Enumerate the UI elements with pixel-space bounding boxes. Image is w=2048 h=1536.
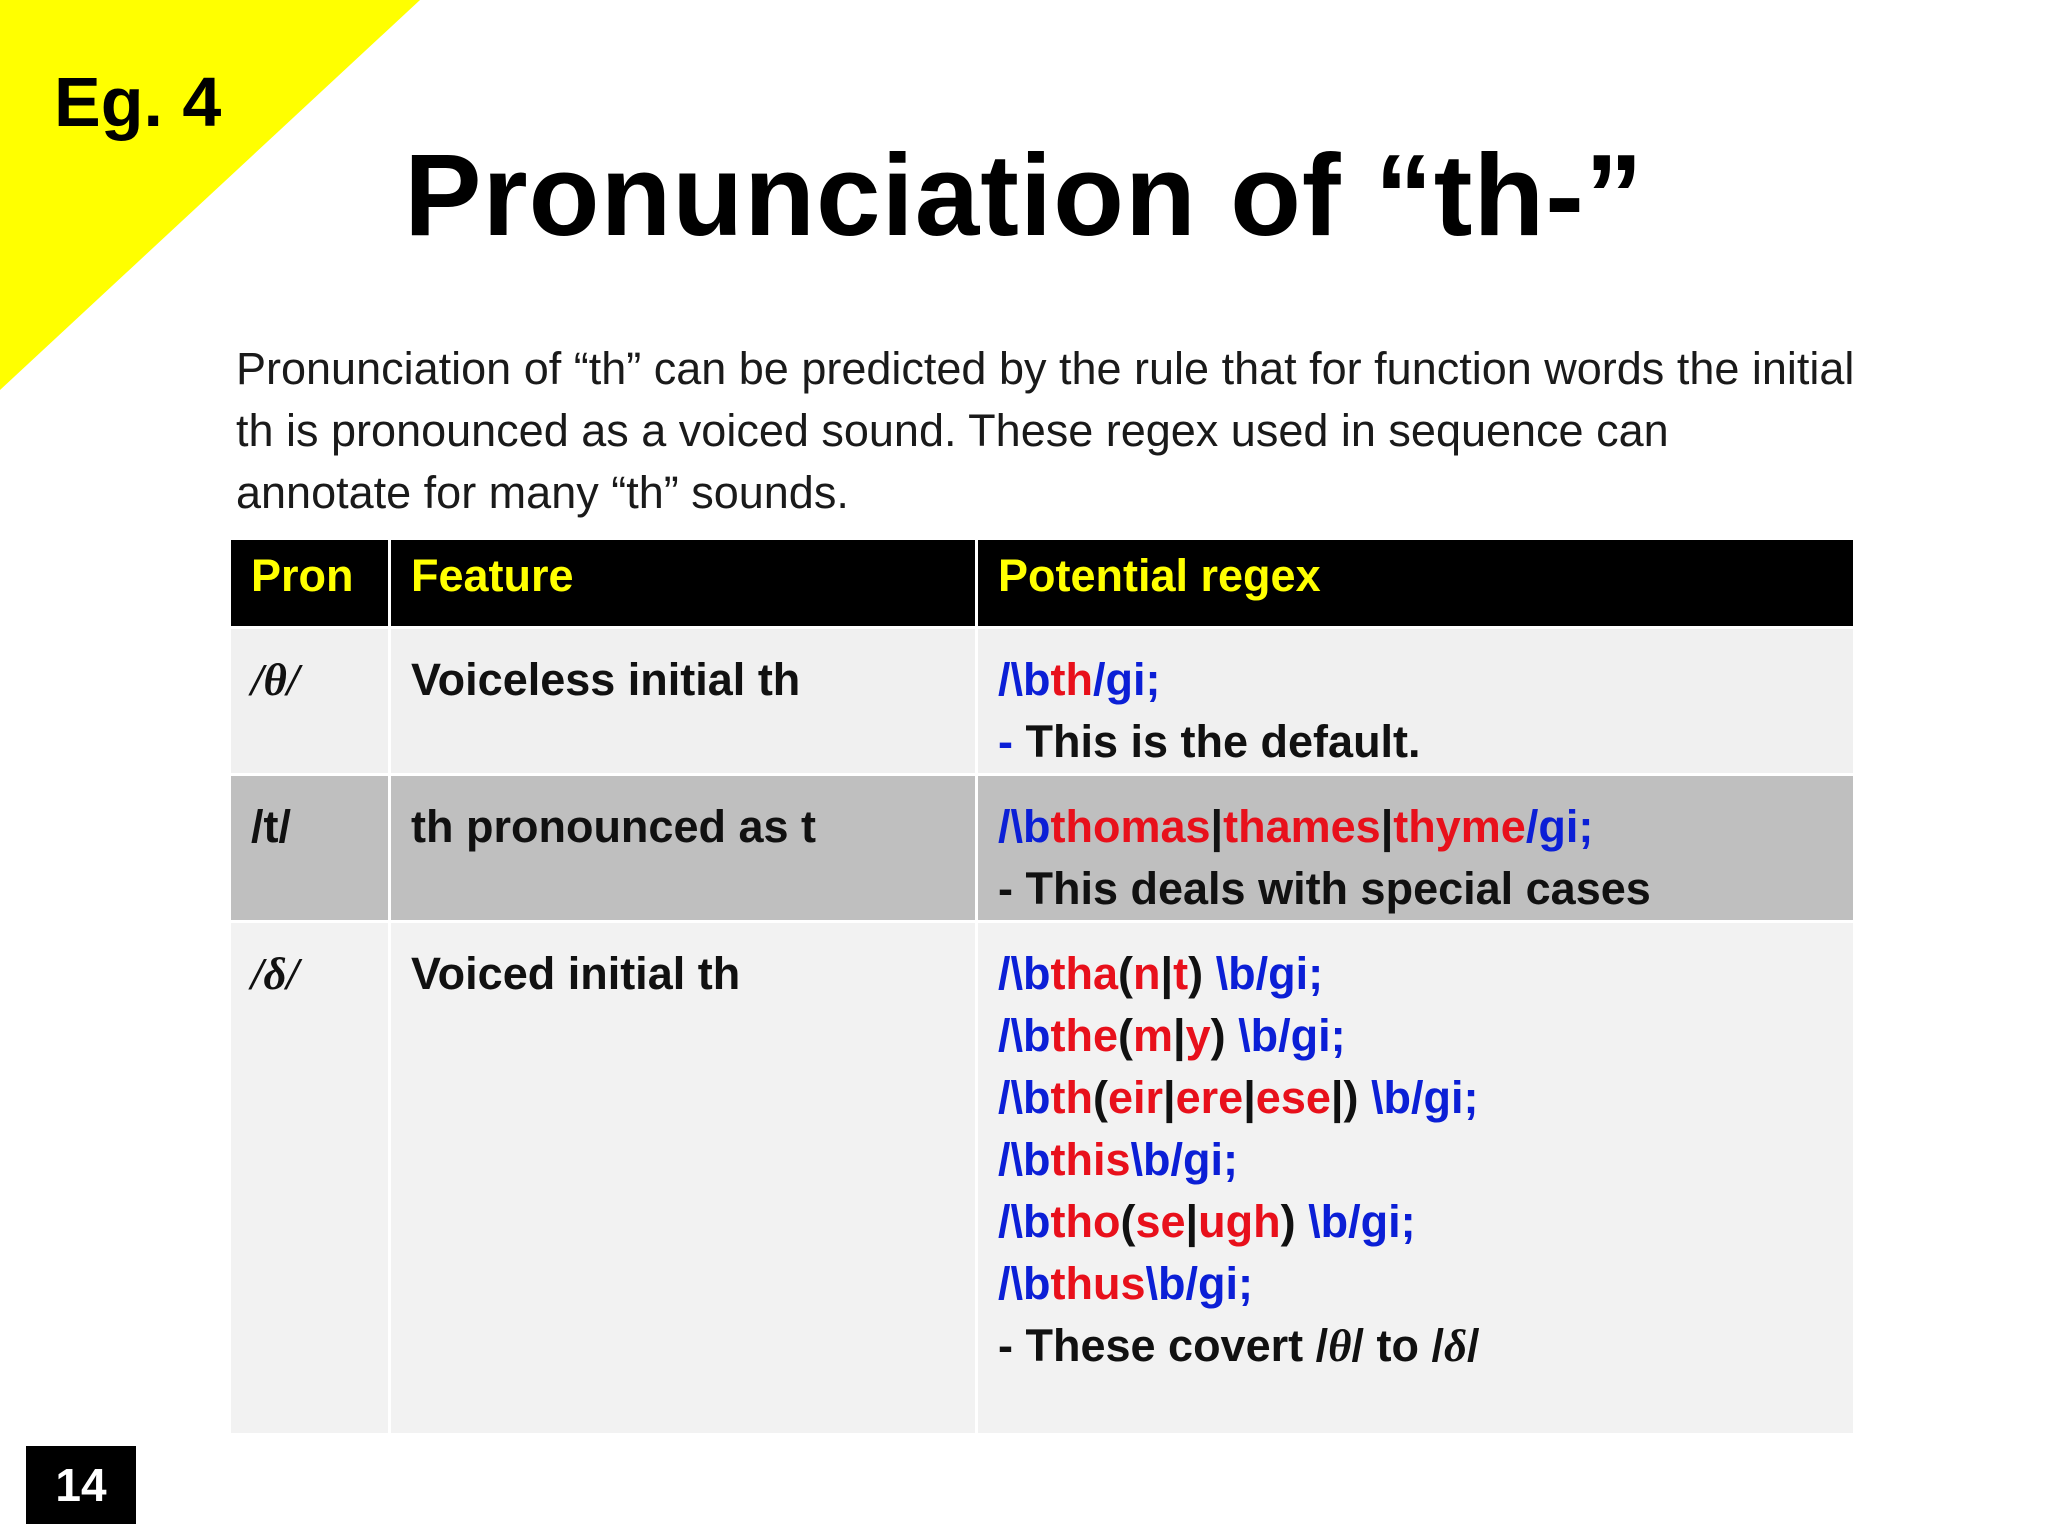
regex-segment: thyme	[1393, 801, 1526, 852]
regex-segment: |	[1243, 1072, 1256, 1123]
table-row	[230, 775, 1855, 922]
regex-segment: -	[998, 716, 1026, 767]
regex-segment: /gi;	[1525, 801, 1594, 852]
regex-segment: - These covert /	[998, 1320, 1329, 1371]
regex-segment: )	[1280, 1196, 1309, 1247]
regex-segment: thomas	[1050, 801, 1211, 852]
regex-segment: |	[1160, 948, 1174, 999]
regex-segment: δ	[1443, 1321, 1468, 1371]
regex-line	[998, 1315, 1833, 1377]
regex-table	[228, 537, 1856, 1436]
page-number: 14	[26, 1446, 136, 1524]
regex-segment: )	[1188, 948, 1216, 999]
regex-segment: |	[1163, 1072, 1176, 1123]
regex-line	[998, 649, 1833, 711]
header-regex: Potential regex	[977, 539, 1855, 628]
regex-segment: / to /	[1351, 1320, 1444, 1371]
regex-segment: (	[1092, 1072, 1108, 1123]
regex-segment: thames	[1223, 801, 1381, 852]
regex-segment: /\b	[998, 1010, 1051, 1061]
regex-cell	[977, 775, 1855, 922]
regex-segment: ese	[1255, 1072, 1331, 1123]
regex-segment: |)	[1330, 1072, 1371, 1123]
regex-segment: thus	[1050, 1258, 1146, 1309]
regex-segment: θ	[1328, 1321, 1352, 1371]
pron-cell: /δ/	[230, 922, 390, 1435]
slide-title: Pronunciation of “th-”	[404, 130, 1644, 260]
regex-segment: /\b	[998, 801, 1051, 852]
regex-segment: th	[1050, 1072, 1093, 1123]
pron-cell: /t/	[230, 775, 390, 922]
regex-segment: \b/gi;	[1308, 1196, 1416, 1247]
regex-line	[998, 943, 1833, 1005]
table-header-row	[230, 539, 1855, 628]
feature-cell: th pronounced as t	[390, 775, 977, 922]
regex-line	[998, 796, 1833, 858]
regex-segment: eir	[1107, 1072, 1164, 1123]
regex-segment: tho	[1050, 1196, 1121, 1247]
regex-segment: se	[1135, 1196, 1186, 1247]
regex-segment: |	[1185, 1196, 1199, 1247]
intro-paragraph: Pronunciation of “th” can be predicted by the rule that for function words the initial th is pronounced as a voiced sound. These regex used in sequence can annotate for many “th” sounds.	[236, 343, 1855, 518]
regex-segment: ere	[1175, 1072, 1244, 1123]
regex-segment: /\b	[998, 654, 1051, 705]
regex-segment: \b/gi;	[1145, 1258, 1253, 1309]
example-label: Eg. 4	[54, 63, 222, 141]
regex-segment: - This deals with special cases	[998, 863, 1651, 914]
regex-cell	[977, 922, 1855, 1435]
regex-segment: )	[1210, 1010, 1239, 1061]
regex-segment: This is the default.	[1025, 716, 1421, 767]
regex-segment: |	[1173, 1010, 1186, 1061]
regex-segment: (	[1118, 948, 1133, 999]
regex-segment: /\b	[998, 1134, 1051, 1185]
regex-cell	[977, 628, 1855, 775]
header-pron: Pron	[230, 539, 390, 628]
regex-segment: /\b	[998, 1072, 1051, 1123]
regex-segment: ugh	[1198, 1196, 1281, 1247]
regex-segment: \b/gi;	[1238, 1010, 1346, 1061]
regex-segment: (	[1120, 1196, 1136, 1247]
regex-line	[998, 1191, 1833, 1253]
regex-segment: the	[1050, 1010, 1118, 1061]
regex-segment: n	[1133, 948, 1161, 999]
regex-line	[998, 711, 1833, 773]
regex-segment: (	[1118, 1010, 1133, 1061]
regex-segment: th	[1050, 654, 1093, 705]
regex-line	[998, 858, 1833, 920]
regex-segment: \b/gi;	[1370, 1072, 1479, 1123]
regex-segment: this	[1050, 1134, 1131, 1185]
regex-segment: m	[1133, 1010, 1174, 1061]
pron-cell: /θ/	[230, 628, 390, 775]
table-row	[230, 922, 1855, 1435]
regex-segment: /gi;	[1092, 654, 1161, 705]
table-row	[230, 628, 1855, 775]
feature-cell: Voiceless initial th	[390, 628, 977, 775]
regex-segment: /\b	[998, 1258, 1051, 1309]
regex-segment: \b/gi;	[1130, 1134, 1238, 1185]
regex-segment: tha	[1050, 948, 1118, 999]
regex-segment: |	[1210, 801, 1224, 852]
regex-segment: /\b	[998, 948, 1051, 999]
header-feature: Feature	[390, 539, 977, 628]
regex-line	[998, 1129, 1833, 1191]
regex-segment: y	[1185, 1010, 1211, 1061]
feature-cell: Voiced initial th	[390, 922, 977, 1435]
regex-segment: /	[1467, 1320, 1480, 1371]
regex-segment: /\b	[998, 1196, 1051, 1247]
regex-segment: \b/gi;	[1215, 948, 1324, 999]
regex-line	[998, 1067, 1833, 1129]
regex-segment: |	[1380, 801, 1394, 852]
regex-line	[998, 1005, 1833, 1067]
regex-segment: t	[1173, 948, 1189, 999]
regex-line	[998, 1253, 1833, 1315]
